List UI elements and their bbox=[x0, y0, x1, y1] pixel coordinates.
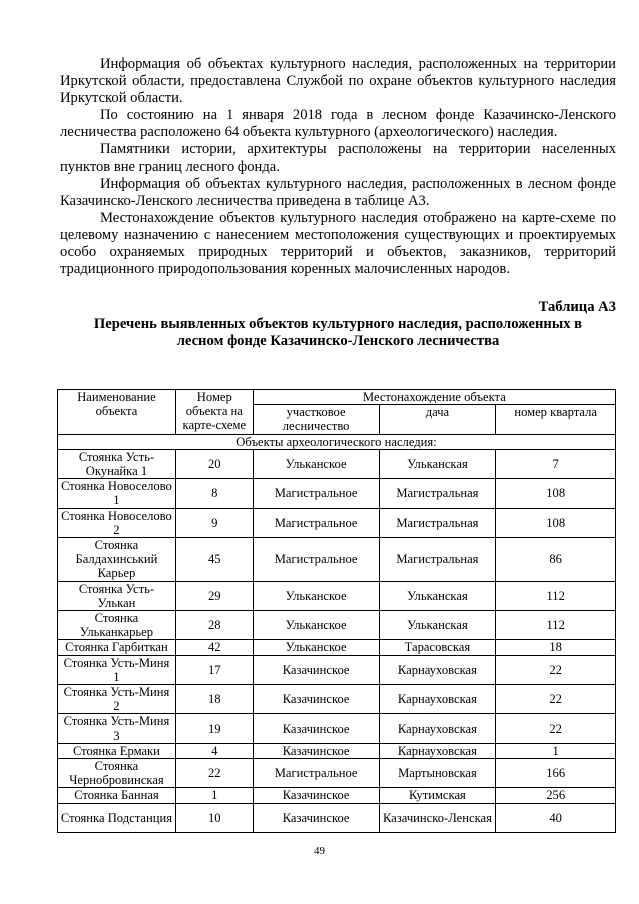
table-row bbox=[58, 611, 616, 640]
cell-district: Казачинское bbox=[253, 803, 379, 832]
cell-name: Стоянка Усть-Миня 3 bbox=[58, 714, 176, 743]
cell-quarter: 7 bbox=[496, 449, 616, 478]
cell-num: 9 bbox=[175, 508, 253, 537]
cell-quarter: 1 bbox=[496, 743, 616, 758]
cell-name: Стоянка Гарбиткан bbox=[58, 640, 176, 655]
table-row bbox=[58, 803, 616, 832]
section-heading: Объекты археологического наследия: bbox=[58, 434, 616, 449]
cell-district: Казачинское bbox=[253, 714, 379, 743]
header-name: Наименование объекта bbox=[58, 390, 176, 435]
cell-num: 10 bbox=[175, 803, 253, 832]
cell-district: Казачинское bbox=[253, 743, 379, 758]
cell-name: Стоянка Балдахинський Карьер bbox=[58, 538, 176, 582]
paragraph-2: По состоянию на 1 января 2018 года в лесном фонде Казачинско-Ленского лесничества расположено 64 объекта культурного (археологического) наследия. bbox=[60, 107, 616, 141]
header-location: Местонахождение объекта bbox=[253, 390, 615, 405]
cell-num: 28 bbox=[175, 611, 253, 640]
cell-district: Казачинское bbox=[253, 655, 379, 684]
paragraph-1: Информация об объектах культурного наследия, расположенных на территории Иркутской области, предоставлена Службой по охране объектов культурного наследия Иркутской области. bbox=[60, 56, 616, 107]
cell-dacha: Магистральная bbox=[379, 508, 496, 537]
page-number: 49 bbox=[314, 845, 325, 857]
cell-num: 8 bbox=[175, 479, 253, 508]
table-row bbox=[58, 714, 616, 743]
cell-num: 1 bbox=[175, 788, 253, 803]
cell-quarter: 22 bbox=[496, 714, 616, 743]
document-body bbox=[60, 56, 616, 350]
header-number: Номер объекта на карте-схеме bbox=[175, 390, 253, 435]
table-row bbox=[58, 685, 616, 714]
cell-dacha: Кутимская bbox=[379, 788, 496, 803]
cell-dacha: Ульканская bbox=[379, 449, 496, 478]
table-row bbox=[58, 449, 616, 478]
paragraph-4: Информация об объектах культурного наследия, расположенных в лесном фонде Казачинско-Ленского лесничества приведена в таблице А3. bbox=[60, 175, 616, 209]
cell-quarter: 22 bbox=[496, 685, 616, 714]
cell-num: 45 bbox=[175, 538, 253, 582]
cell-name: Стоянка Усть-Миня 2 bbox=[58, 685, 176, 714]
cell-name: Стоянка Усть-Окунайка 1 bbox=[58, 449, 176, 478]
cell-quarter: 22 bbox=[496, 655, 616, 684]
cell-dacha: Карнауховская bbox=[379, 743, 496, 758]
cell-district: Казачинское bbox=[253, 788, 379, 803]
cell-dacha: Мартыновская bbox=[379, 759, 496, 788]
table-title-line-1: Перечень выявленных объектов культурного наследия, расположенных в bbox=[93, 316, 583, 333]
cell-dacha: Карнауховская bbox=[379, 714, 496, 743]
header-quarter: номер квартала bbox=[496, 405, 616, 434]
cell-name: Стоянка Банная bbox=[58, 788, 176, 803]
table-row bbox=[58, 640, 616, 655]
cell-dacha: Ульканская bbox=[379, 611, 496, 640]
paragraph-3: Памятники истории, архитектуры расположены на территории населенных пунктов вне границ лесного фонда. bbox=[60, 141, 616, 175]
cell-name: Стоянка Новоселово 1 bbox=[58, 479, 176, 508]
cell-name: Стоянка Усть-Улькан bbox=[58, 581, 176, 610]
cell-dacha: Ульканская bbox=[379, 581, 496, 610]
cell-quarter: 256 bbox=[496, 788, 616, 803]
cell-district: Ульканское bbox=[253, 449, 379, 478]
heritage-table bbox=[57, 389, 616, 833]
cell-district: Магистральное bbox=[253, 508, 379, 537]
cell-district: Ульканское bbox=[253, 640, 379, 655]
cell-quarter: 86 bbox=[496, 538, 616, 582]
table-row bbox=[58, 743, 616, 758]
cell-quarter: 18 bbox=[496, 640, 616, 655]
cell-num: 4 bbox=[175, 743, 253, 758]
table-row bbox=[58, 788, 616, 803]
cell-dacha: Карнауховская bbox=[379, 685, 496, 714]
cell-name: Стоянка Подстанция bbox=[58, 803, 176, 832]
cell-dacha: Карнауховская bbox=[379, 655, 496, 684]
header-district: участковое лесничество bbox=[253, 405, 379, 434]
paragraph-5: Местонахождение объектов культурного наследия отображено на карте-схеме по целевому назначению с нанесением местоположения существующих и проектируемых особо охраняемых природных территорий и объектов, заказников, территорий традиционного природопользования коренных малочисленных народов. bbox=[60, 209, 616, 278]
table-row bbox=[58, 508, 616, 537]
cell-quarter: 108 bbox=[496, 508, 616, 537]
cell-num: 29 bbox=[175, 581, 253, 610]
cell-quarter: 112 bbox=[496, 611, 616, 640]
cell-dacha: Казачинско-Ленская bbox=[379, 803, 496, 832]
cell-dacha: Магистральная bbox=[379, 479, 496, 508]
table-title-line-2: лесном фонде Казачинско-Ленского лесничества bbox=[176, 333, 500, 350]
cell-dacha: Тарасовская bbox=[379, 640, 496, 655]
cell-num: 22 bbox=[175, 759, 253, 788]
cell-name: Стоянка Чернобровинская bbox=[58, 759, 176, 788]
cell-num: 17 bbox=[175, 655, 253, 684]
cell-name: Стоянка Новоселово 2 bbox=[58, 508, 176, 537]
cell-quarter: 40 bbox=[496, 803, 616, 832]
cell-district: Ульканское bbox=[253, 581, 379, 610]
cell-district: Магистральное bbox=[253, 538, 379, 582]
table-row bbox=[58, 581, 616, 610]
table-row bbox=[58, 479, 616, 508]
cell-quarter: 108 bbox=[496, 479, 616, 508]
cell-district: Казачинское bbox=[253, 685, 379, 714]
table-row bbox=[58, 538, 616, 582]
cell-district: Магистральное bbox=[253, 479, 379, 508]
table-row bbox=[58, 759, 616, 788]
cell-district: Магистральное bbox=[253, 759, 379, 788]
cell-num: 18 bbox=[175, 685, 253, 714]
cell-num: 20 bbox=[175, 449, 253, 478]
table-row bbox=[58, 655, 616, 684]
cell-quarter: 166 bbox=[496, 759, 616, 788]
cell-num: 42 bbox=[175, 640, 253, 655]
cell-district: Ульканское bbox=[253, 611, 379, 640]
cell-name: Стоянка Усть-Миня 1 bbox=[58, 655, 176, 684]
cell-name: Стоянка Ульканкарьер bbox=[58, 611, 176, 640]
cell-num: 19 bbox=[175, 714, 253, 743]
cell-name: Стоянка Ермаки bbox=[58, 743, 176, 758]
table-label: Таблица А3 bbox=[538, 299, 616, 316]
cell-quarter: 112 bbox=[496, 581, 616, 610]
cell-dacha: Магистральная bbox=[379, 538, 496, 582]
header-dacha: дача bbox=[379, 405, 496, 434]
